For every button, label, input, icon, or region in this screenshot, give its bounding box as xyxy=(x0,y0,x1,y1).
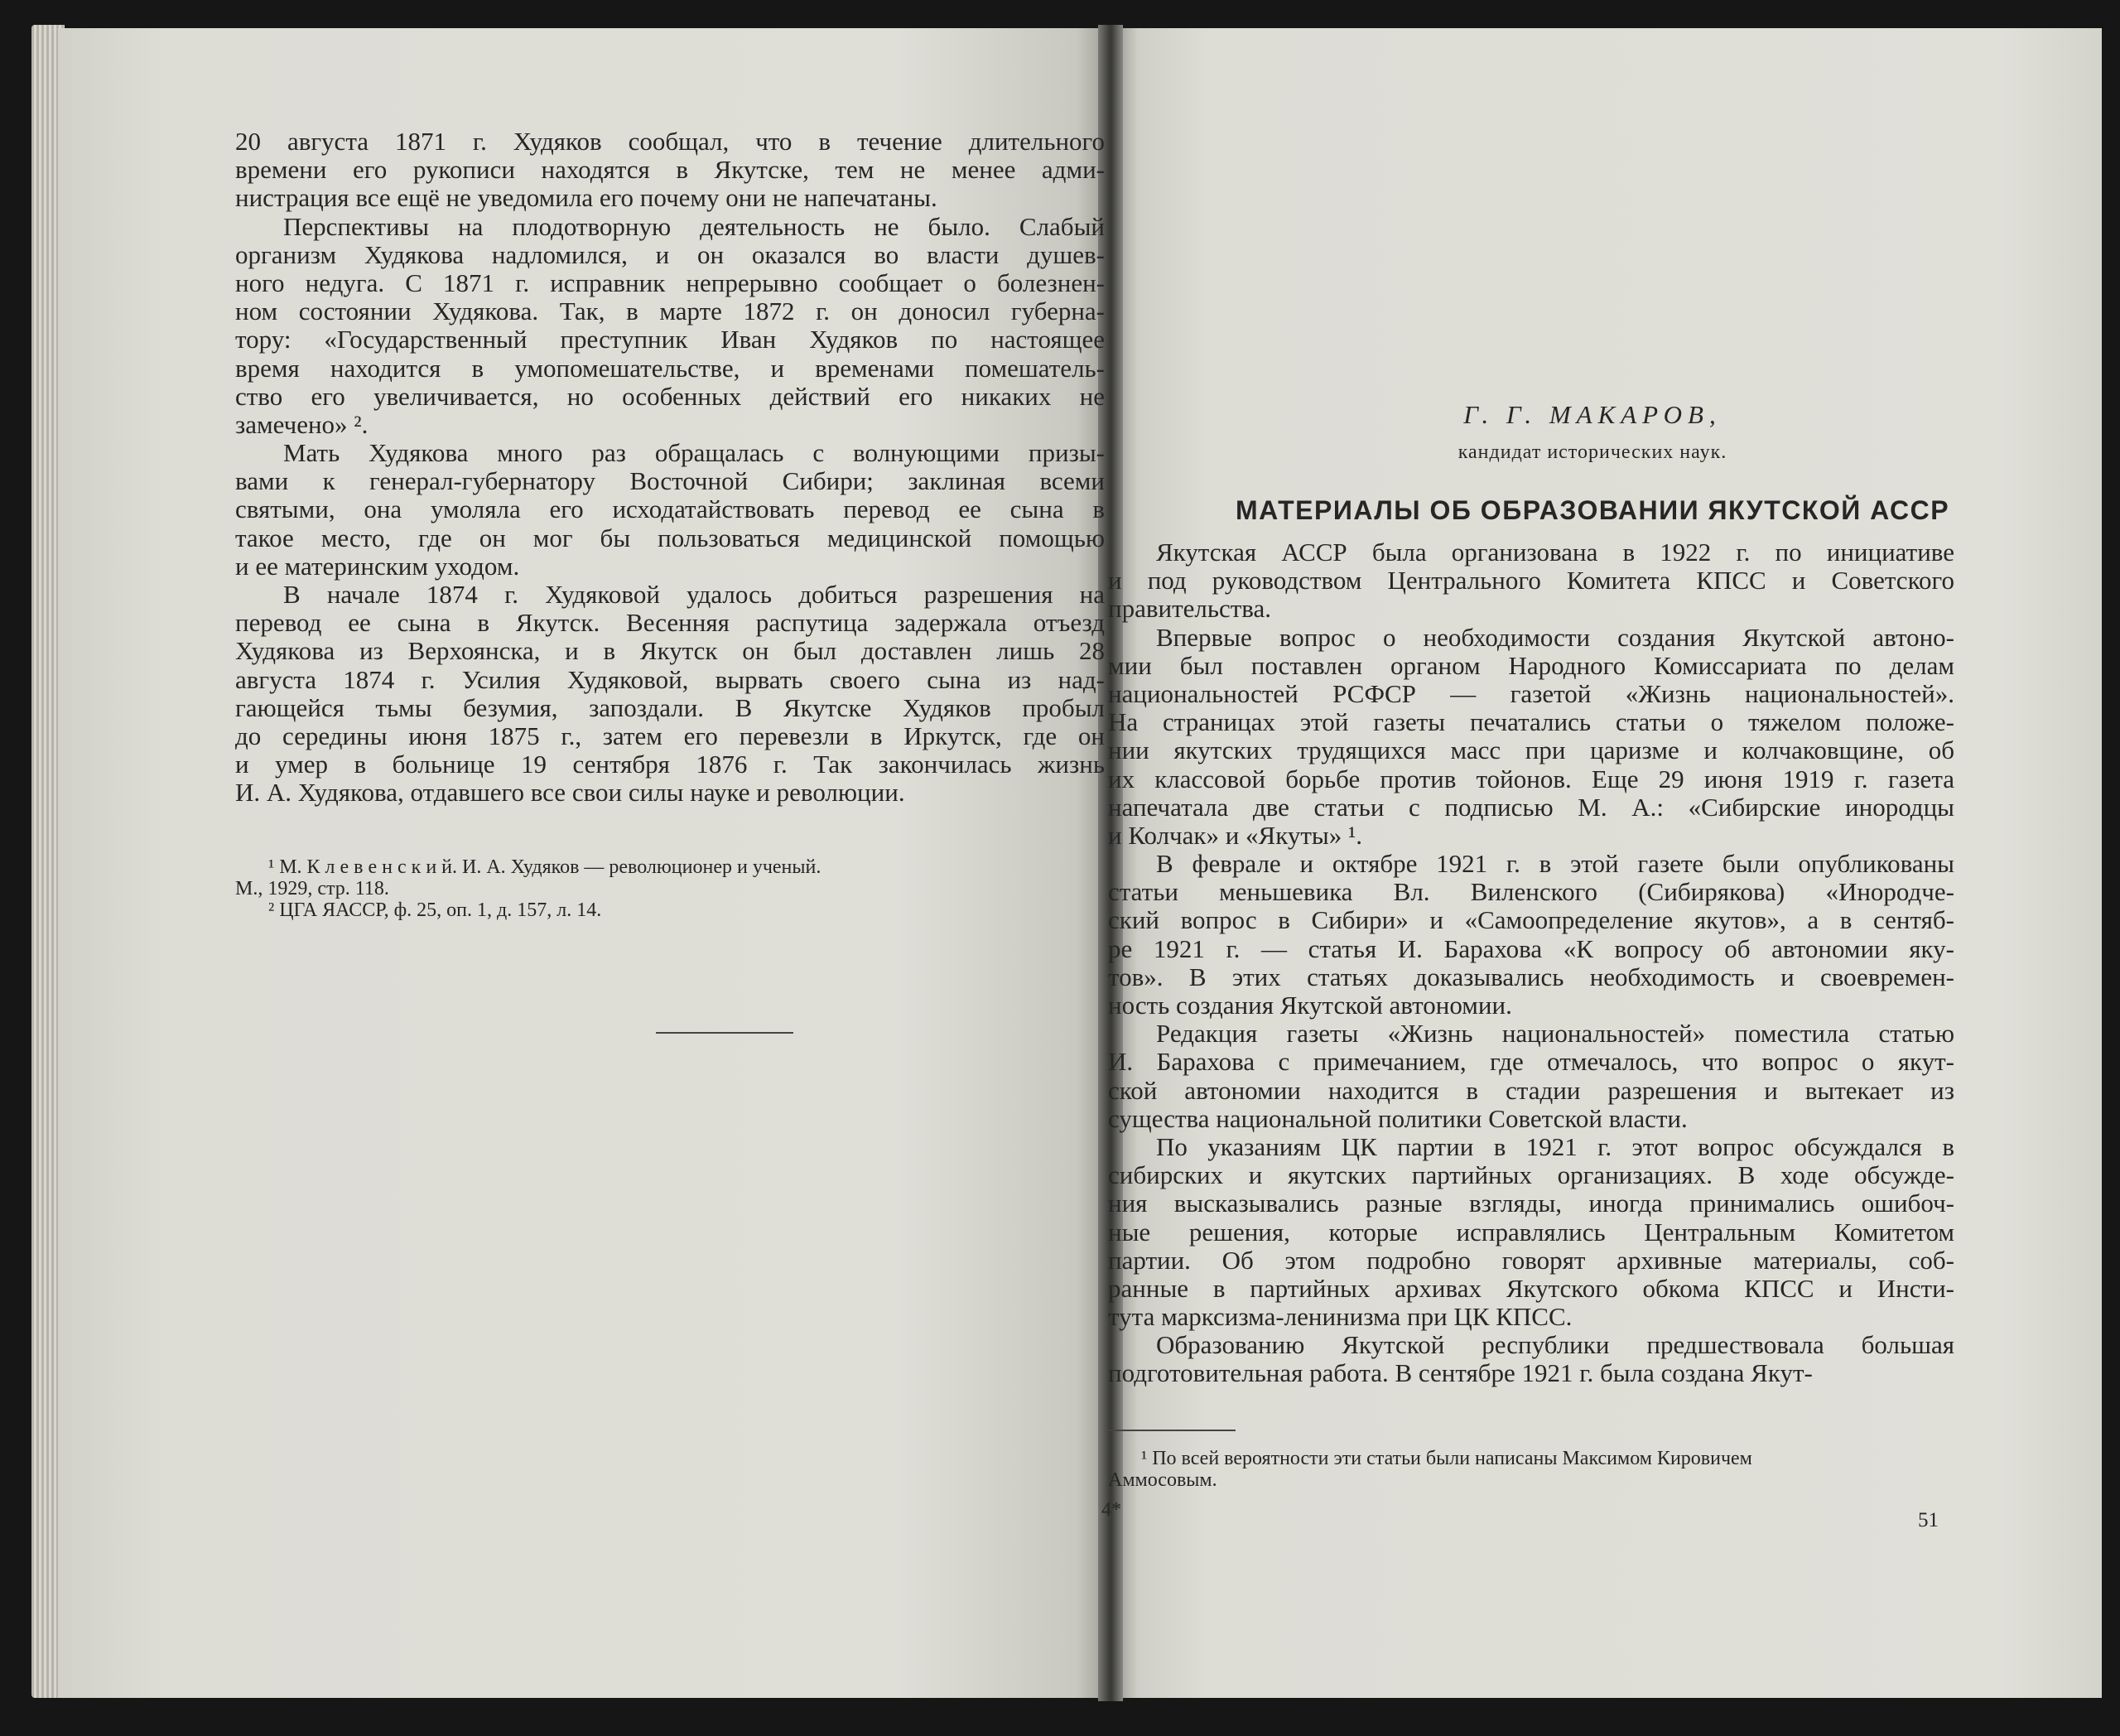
text-line: подготовительная работа. В сентябре 1921 г. была создана Якут- xyxy=(1108,1359,1813,1388)
article-title: МАТЕРИАЛЫ ОБ ОБРАЗОВАНИИ ЯКУТСКОЙ АССР xyxy=(1235,495,1950,525)
text-line: партии. Об этом подробно говорят архивные материалы, соб- xyxy=(1108,1246,1954,1275)
text-line: тута марксизма-ленинизма при ЦК КПСС. xyxy=(1108,1303,1573,1332)
text-line: организм Худякова надломился, и он оказался во власти душев- xyxy=(235,240,1105,269)
text-line: ранные в партийных архивах Якутского обкома КПСС и Инсти- xyxy=(1108,1274,1954,1303)
text-line: мии был поставлен органом Народного Комиссариата по делам xyxy=(1108,651,1954,680)
text-line: нистрация все ещё не уведомила его почему они не напечатаны. xyxy=(235,184,937,213)
footnote-line: Аммосовым. xyxy=(1108,1469,1217,1491)
footnote-line: М., 1929, стр. 118. xyxy=(235,878,389,899)
text-line: их классовой борьбе против тойонов. Еще 29 июня 1919 г. газета xyxy=(1108,764,1954,793)
text-line: ской автономии находится в стадии разрешения и вытекает из xyxy=(1108,1076,1954,1105)
text-line: ность создания Якутской автономии. xyxy=(1108,991,1512,1020)
signature-mark: 4* xyxy=(1101,1499,1121,1521)
right-page-body xyxy=(1108,538,1954,1388)
text-line: такое место, где он мог бы пользоваться медицинской помощью xyxy=(235,523,1105,552)
left-page-body xyxy=(235,128,1105,808)
footnote-rule xyxy=(1108,1430,1236,1431)
text-line: Образованию Якутской республики предшествовала большая xyxy=(1156,1331,1954,1360)
text-line: И. Барахова с примечанием, где отмечалось, что вопрос о якут- xyxy=(1108,1048,1954,1077)
text-line: тов». В этих статьях доказывались необходимость и своевремен- xyxy=(1108,962,1954,991)
text-line: ния высказывались разные взгляды, иногда принимались ошибоч- xyxy=(1108,1189,1954,1218)
text-line: В начале 1874 г. Худяковой удалось добиться разрешения на xyxy=(283,581,1105,609)
text-line: существа национальной политики Советской власти. xyxy=(1108,1104,1688,1133)
text-line: и умер в больнице 19 сентября 1876 г. Так закончилась жизнь xyxy=(235,750,1105,779)
text-line: Якутская АССР была организована в 1922 г. по инициативе xyxy=(1156,538,1954,567)
text-line: перевод ее сына в Якутск. Весенняя распутица задержала отъезд xyxy=(235,609,1105,638)
text-line: ский вопрос в Сибири» и «Самоопределение якутов», а в сентяб- xyxy=(1108,906,1954,935)
text-line: правительства. xyxy=(1108,595,1272,624)
text-line: Редакция газеты «Жизнь национальностей» поместила статью xyxy=(1156,1020,1954,1049)
text-line: ре 1921 г. — статья И. Барахова «К вопросу об автономии яку- xyxy=(1108,934,1954,963)
text-line: время находится в умопомешательстве, и временами помешатель- xyxy=(235,354,1105,383)
text-line: нии якутских трудящихся масс при царизме и колчаковщине, об xyxy=(1108,736,1954,765)
text-line: И. А. Худякова, отдавшего все свои силы науке и революции. xyxy=(235,779,905,808)
footnote-line: ¹ По всей вероятности эти статьи были написаны Максимом Кировичем xyxy=(1141,1448,1752,1469)
text-line: августа 1874 г. Усилия Худяковой, вырвать своего сына из над- xyxy=(235,665,1105,694)
text-line: вами к генерал-губернатору Восточной Сибири; заклиная всеми xyxy=(235,467,1105,496)
text-line: ном состоянии Худякова. Так, в марте 1872 г. он доносил губерна- xyxy=(235,297,1105,326)
text-line: и Колчак» и «Якуты» ¹. xyxy=(1108,821,1363,850)
text-line: Мать Худякова много раз обращалась с волнующими призы- xyxy=(283,439,1105,468)
text-line: и под руководством Центрального Комитета КПСС и Советского xyxy=(1108,567,1954,596)
text-line: и ее материнским уходом. xyxy=(235,552,520,581)
text-line: святыми, она умоляла его исходатайствовать перевод ее сына в xyxy=(235,495,1105,524)
text-line: ные решения, которые исправлялись Центральным Комитетом xyxy=(1108,1218,1954,1247)
text-line: до середины июня 1875 г., затем его перевезли в Иркутск, где он xyxy=(235,721,1105,750)
text-line: Перспективы на плодотворную деятельность не было. Слабый xyxy=(283,212,1105,241)
text-line: гающейся тьмы безумия, запоздали. В Якутске Худяков пробыл xyxy=(235,693,1105,722)
text-line: 20 августа 1871 г. Худяков сообщал, что в течение длительного xyxy=(235,128,1105,156)
page-number: 51 xyxy=(1918,1509,1939,1531)
text-line: В феврале и октябре 1921 г. в этой газете были опубликованы xyxy=(1156,850,1954,879)
text-line: напечатала две статьи с подписью М. А.: «Сибирские инородцы xyxy=(1108,793,1954,822)
right-footnotes xyxy=(1108,1448,1946,1491)
text-line: Впервые вопрос о необходимости создания Якутской автоно- xyxy=(1156,623,1954,652)
section-end-rule xyxy=(656,1032,793,1034)
footnote-line: ¹ М. К л е в е н с к и й. И. А. Худяков — революционер и ученый. xyxy=(268,856,822,878)
author-degree: кандидат исторических наук. xyxy=(1458,441,1727,463)
left-footnotes xyxy=(235,856,1105,921)
text-line: замечено» ². xyxy=(235,410,369,439)
text-line: статьи меньшевика Вл. Виленского (Сибирякова) «Инородче- xyxy=(1108,878,1954,907)
text-line: ство его увеличивается, но особенных действий его никаких не xyxy=(235,382,1105,411)
text-line: времени его рукописи находятся в Якутске, тем не менее адми- xyxy=(235,156,1105,185)
text-line: На страницах этой газеты печатались статьи о тяжелом положе- xyxy=(1108,708,1954,737)
text-line: сибирских и якутских партийных организациях. В ходе обсужде- xyxy=(1108,1161,1954,1190)
text-line: национальностей РСФСР — газетой «Жизнь национальностей». xyxy=(1108,679,1954,708)
text-line: ного недуга. С 1871 г. исправник непрерывно сообщает о болезнен- xyxy=(235,268,1105,297)
text-line: тору: «Государственный преступник Иван Худяков по настоящее xyxy=(235,326,1105,354)
footnote-line: ² ЦГА ЯАССР, ф. 25, оп. 1, д. 157, л. 14. xyxy=(268,899,602,921)
text-line: По указаниям ЦК партии в 1921 г. этот вопрос обсуждался в xyxy=(1156,1132,1954,1161)
author-name: Г. Г. МАКАРОВ, xyxy=(1463,400,1722,429)
text-line: Худякова из Верхоянска, и в Якутск он был доставлен лишь 28 xyxy=(235,637,1105,666)
